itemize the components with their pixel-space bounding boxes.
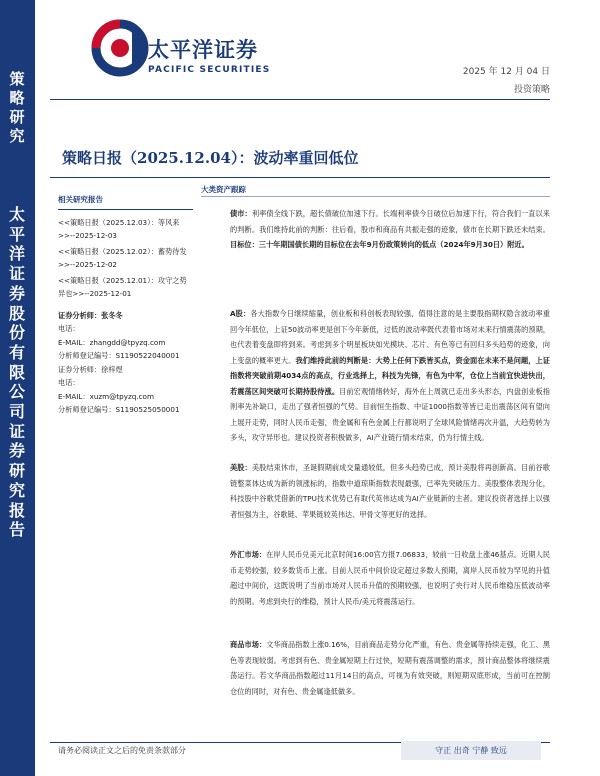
footer-disclaimer: 请务必阅读正文之后的免责条款部分 [58, 746, 186, 755]
para-text: 各大指数今日继续缩量，创业板和科创板表现较强，值得注意的是主要股指期权隐含波动率重回今年低位，上证50波动率更是创下今年新低，过低的波动率既代表着市场对未来行情震荡的预期，也代表着变盘即将到来。考虑到多个明星板块如光模块、芯片、有色等已有回归多头趋势的迹象，向上变盘的概率更大。 [230, 309, 550, 365]
para-text: 目前宏观情绪转好，海外在上周就已走出多头形态，内盘创业板指则率先补缺口，走出了强者恒强的气势。目前恒生指数、中证1000指数等皆已走出震荡区间有望向上展开走势，同时人民币走强，贵金属和有色金属上行都说明了全球风险情绪再次升温，大趋势转为多头，攻守异形也。建议投资者积极做多，AI产业链行情未结束，仍为行情主线。 [230, 386, 550, 442]
para-text: 在岸人民币兑美元北京时间16:00官方报7.06833，较前一日收盘上涨46基点。近期人民币走势较强，较多数货币上涨。目前人民币中间价设定超过多数人预期，离岸人民币较为罕见的升值超过中间价，这既说明了当前市场对人民币升值的预期较强，也说明了央行对人民币维稳压低波动率的预期。考虑到央行的维稳，预计人民币/美元将震荡运行。 [230, 550, 550, 606]
header-divider [50, 99, 550, 100]
related-link[interactable]: <<策略日报（2025.12.01）：攻守之势异也>>--2025-12-01 [58, 275, 187, 298]
para-label: 商品市场： [230, 640, 267, 649]
logo-en-text: PACIFIC SECURITIES [148, 65, 271, 75]
report-type: 投资策略 [513, 85, 550, 95]
sidebar-category: 策略研究 [9, 70, 25, 145]
paragraph-ashare [230, 306, 550, 446]
paragraph-fx [230, 547, 550, 609]
left-column [58, 193, 193, 417]
report-title: 策略日报（2025.12.04）：波动率重回低位 [62, 149, 359, 167]
logo-cn-text: 太平洋证券 [148, 38, 258, 62]
analyst-email[interactable]: E-MAIL：zhangdd@tpyzq.com [58, 337, 166, 347]
analyst-block [58, 363, 193, 417]
section-tag-divider [201, 196, 550, 197]
analyst-role: 证券分析师： [58, 364, 102, 374]
sidebar [0, 0, 35, 776]
related-link[interactable]: <<策略日报（2025.12.02）：蓄势待发>>--2025-12-02 [58, 246, 187, 269]
para-text: 文华商品指数上涨0.16%，目前商品走势分化严重，有色、贵金属等持续走强，化工、黑色等表现较弱。考虑到有色、贵金属短期上行过快，短期有震荡调整的需求，预计商品整体将继续震荡运行。若文华商品指数超过11月14日的高点，可视为有效突破，则短期双底形成，当前可在控制仓位的同时，对有色、贵金属逢低做多。 [230, 640, 550, 696]
analyst-role: 证券分析师： [58, 310, 102, 320]
footer-motto: 守正 出奇 宁静 致远 [401, 741, 541, 760]
analyst-name: 徐梓煜 [101, 364, 123, 374]
para-text: 利率债全线下跌，超长债破位加速下行。长端利率债今日破位后加速下行，符合我们一直以来的判断。我们维持此前的判断：往后看，股市和商品有共振走强的迹象，债市在长期下跌还未结束。 [230, 209, 550, 234]
para-label: 外汇市场： [230, 550, 267, 559]
analyst-email[interactable]: E-MAIL：xuzm@tpyzq.com [58, 391, 154, 401]
paragraph-commodity [230, 637, 550, 699]
para-emphasis: 我们维持此前的判断是：大势上任何下跌皆买点，资金面在未来不是问题，上证指数将突破前期4034点的高点，行业选择上，科技为先锋，有色为中军，仓位上当前宜快进快出，若震荡区间突破可长期持股待涨。 [230, 355, 550, 396]
analyst-phone: 电话： [58, 378, 80, 387]
analyst-block [58, 309, 193, 363]
para-emphasis: 目标位：三十年期国债长期的目标位在去年9月份政策转向的低点（2024年9月30日）附近。 [230, 240, 529, 249]
para-label: 美股： [230, 463, 252, 472]
analyst-reg: 分析师登记编号：S1190525050001 [58, 405, 180, 414]
paragraph-bond [230, 206, 550, 253]
related-link[interactable]: <<策略日报（2025.12.03）：等风来>>--2025-12-03 [58, 217, 180, 240]
analyst-phone: 电话： [58, 324, 80, 333]
analyst-name: 张冬冬 [101, 310, 123, 320]
related-heading: 相关研究报告 [58, 193, 193, 210]
analyst-reg: 分析师登记编号：S1190522040001 [58, 351, 180, 360]
para-text: 美股结束休市，圣诞假期前成交量通较低，但多头趋势已成，预计美股将再创新高。目前谷歌链整菜体达成为新的领涨标的，指数中道琼斯指数表现最强，已率先突破压力。美股整体表现分化，科技股中谷歌凭借新的TPU技术优势已有取代英伟达成为AI产业链新的主者。建议投资者选择上以强者恒强为主，谷歌链、苹果链较英伟达、甲骨文等更好的选择。 [230, 463, 550, 519]
paragraph-us [230, 460, 550, 522]
title-divider [50, 177, 550, 178]
sidebar-company: 太平洋证券股份有限公司证券研究报告 [8, 205, 25, 540]
report-date: 2025 年 12 月 04 日 [462, 67, 550, 77]
para-label: 债市： [230, 209, 252, 218]
para-label: A股： [230, 309, 251, 318]
section-tag: 大类资产跟踪 [201, 185, 246, 194]
